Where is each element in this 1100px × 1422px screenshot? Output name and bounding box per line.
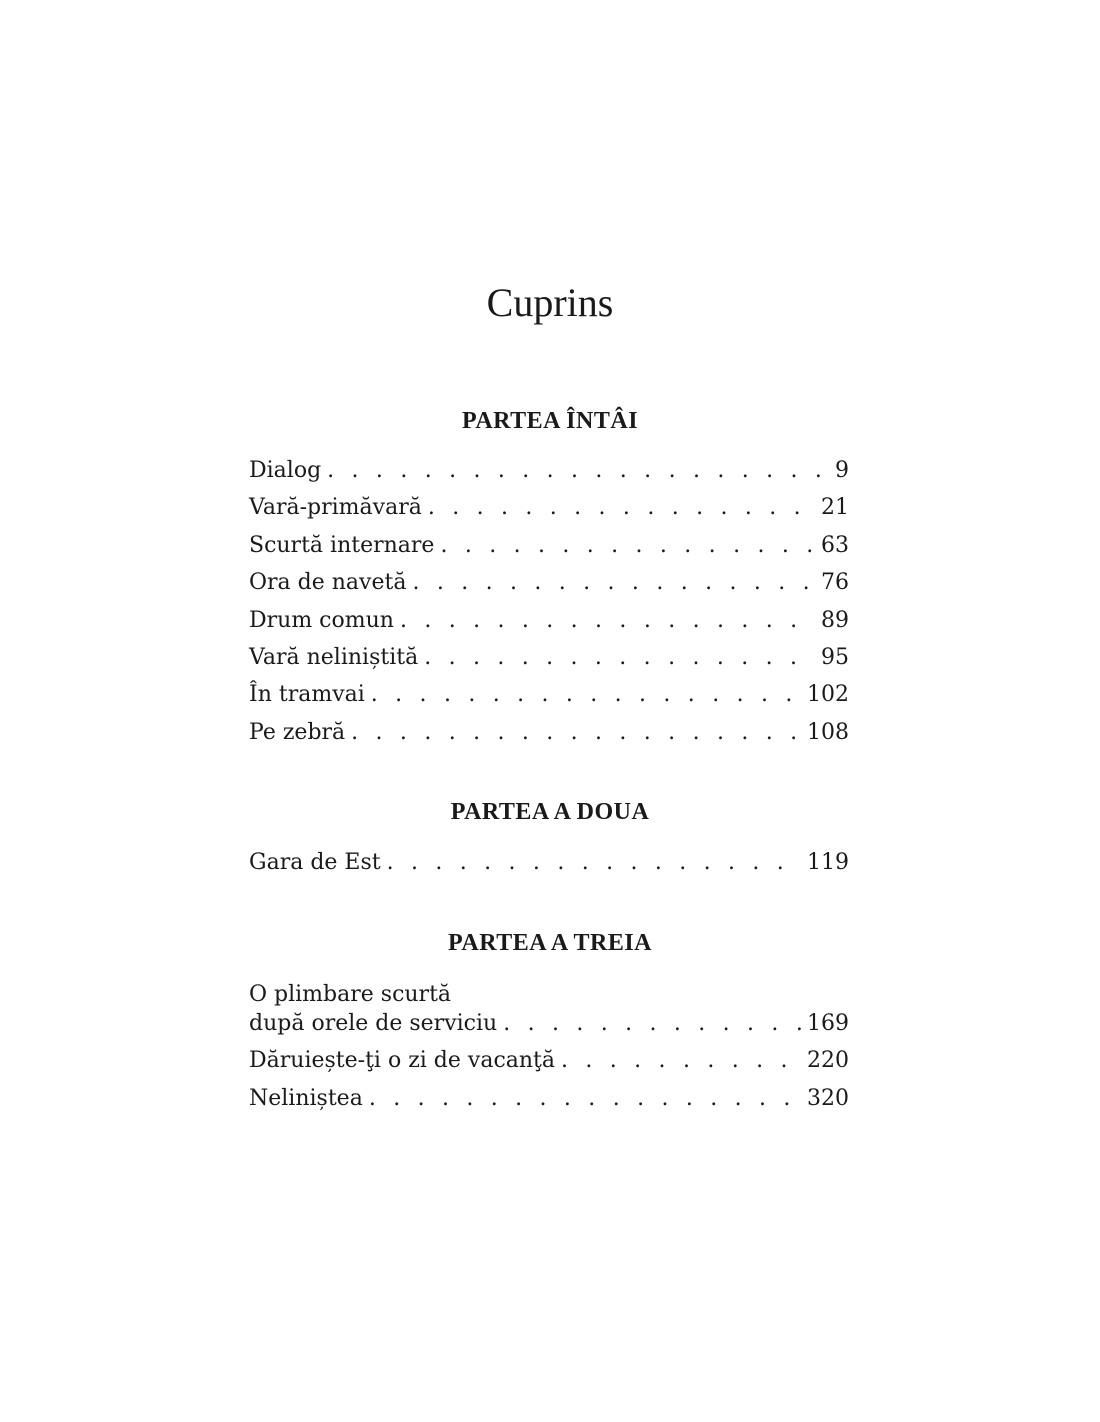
toc-entry[interactable] xyxy=(249,493,849,530)
page-number: 76 xyxy=(821,570,849,596)
entry-title: Gara de Est xyxy=(249,850,381,875)
part-heading-1: PARTEA ÎNTÂI xyxy=(461,408,639,434)
toc-list-part-1 xyxy=(249,456,849,755)
entry-title: Ora de navetă xyxy=(249,570,407,596)
toc-entry[interactable] xyxy=(249,1084,849,1121)
entry-title: Vară-primăvară xyxy=(249,495,422,521)
entry-title: Vară neliniștită xyxy=(249,644,419,670)
entry-title-line-2-row xyxy=(249,1009,849,1046)
entry-title: Pe zebră xyxy=(249,719,346,745)
entry-title: Dialog xyxy=(249,458,322,483)
toc-entry[interactable] xyxy=(249,531,849,568)
page-number: 108 xyxy=(807,719,849,745)
dot-leader xyxy=(400,606,815,636)
page-number: 89 xyxy=(821,607,849,633)
toc-entry[interactable] xyxy=(249,718,849,755)
part-heading-2: PARTEA A DOUA xyxy=(450,799,650,825)
dot-leader xyxy=(503,1009,801,1039)
toc-list-part-2 xyxy=(249,848,849,885)
toc-entry[interactable] xyxy=(249,980,849,1046)
page-number: 21 xyxy=(821,495,849,521)
dot-leader xyxy=(424,643,815,673)
entry-title-line-2: după orele de serviciu xyxy=(249,1011,498,1036)
dot-leader xyxy=(561,1046,801,1076)
page-number: 320 xyxy=(807,1085,849,1111)
page-number: 95 xyxy=(821,644,849,670)
page-number: 119 xyxy=(807,850,849,875)
toc-list-part-3 xyxy=(249,980,849,1121)
part-heading-3: PARTEA A TREIA xyxy=(448,930,652,956)
dot-leader xyxy=(428,493,815,523)
toc-entry[interactable] xyxy=(249,456,849,493)
toc-entry[interactable] xyxy=(249,643,849,680)
dot-leader xyxy=(387,848,801,878)
entry-title: În tramvai xyxy=(249,682,365,708)
entry-title: Neliniștea xyxy=(249,1085,363,1111)
page-number: 169 xyxy=(807,1011,849,1036)
entry-title: Dăruiește-ţi o zi de vacanţă xyxy=(249,1048,556,1074)
page-number: 63 xyxy=(821,532,849,558)
dot-leader xyxy=(412,568,815,598)
entry-title: Drum comun xyxy=(249,607,394,633)
dot-leader xyxy=(327,456,829,486)
dot-leader xyxy=(369,1084,801,1114)
page-number: 9 xyxy=(835,458,849,483)
toc-entry[interactable] xyxy=(249,568,849,605)
dot-leader xyxy=(371,680,801,710)
page-number: 102 xyxy=(807,682,849,708)
toc-entry[interactable] xyxy=(249,680,849,717)
toc-entry[interactable] xyxy=(249,1046,849,1083)
page-number: 220 xyxy=(807,1048,849,1074)
dot-leader xyxy=(440,531,815,561)
toc-entry[interactable] xyxy=(249,848,849,885)
entry-title: Scurtă internare xyxy=(249,532,435,558)
dot-leader xyxy=(351,718,801,748)
toc-entry[interactable] xyxy=(249,606,849,643)
entry-title-line-1: O plimbare scurtă xyxy=(249,982,452,1007)
page-title: Cuprins xyxy=(486,280,614,325)
